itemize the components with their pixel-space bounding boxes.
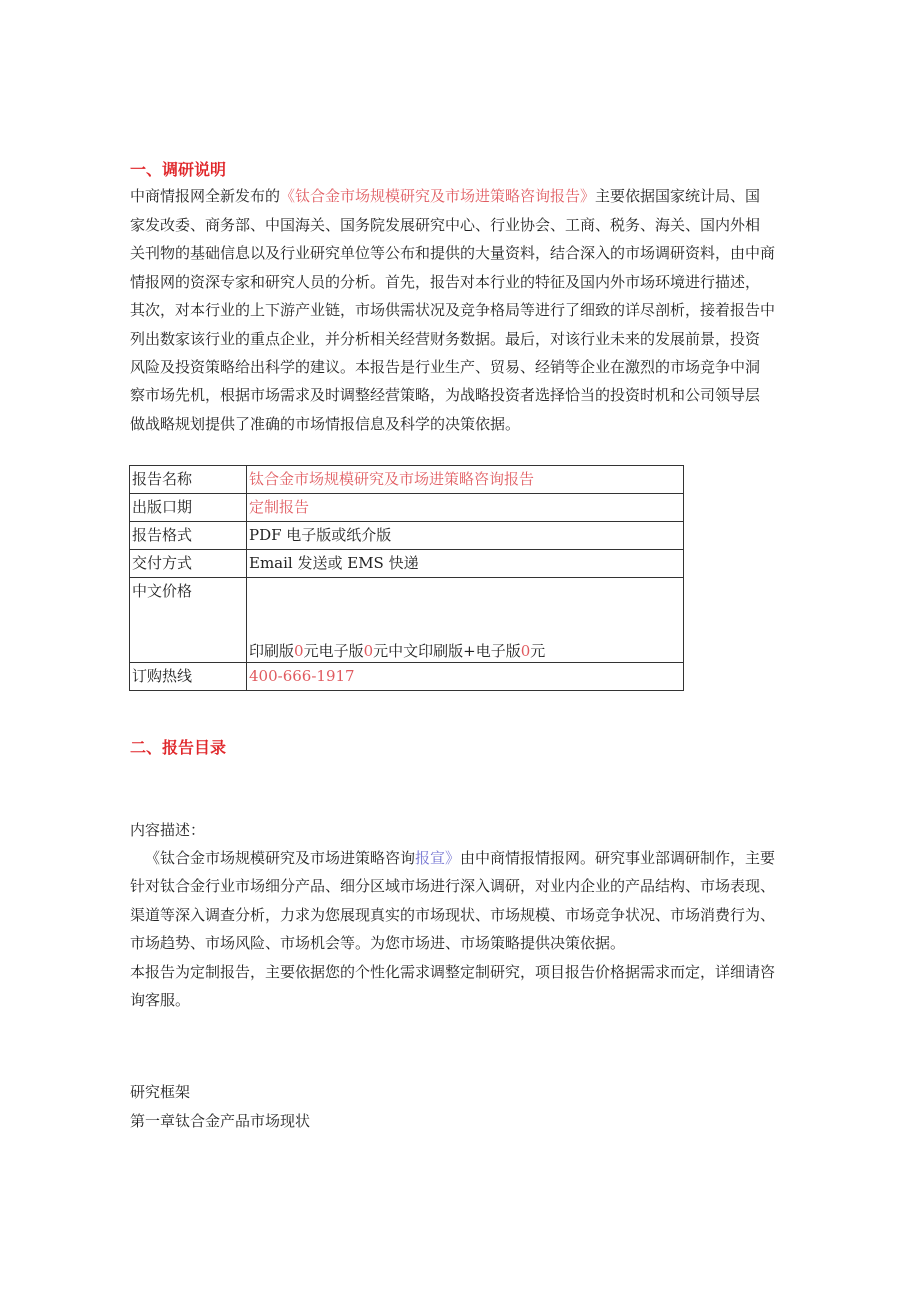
hotline-value[interactable]: 400-666-1917 [247,663,684,691]
section-heading-research: 一、调研说明 [130,160,227,179]
row-label: 中文价格 [130,578,247,663]
price-both: 0 [520,642,531,660]
text: 印刷版 [249,642,295,660]
text: 元电子版 [303,642,364,660]
text: 主要依据国家统计局、国 [595,187,761,205]
paragraph-line: 其次，对本行业的上下游产业链，市场供需状况及竞争格局等进行了细致的详尽剖析，接着报告中 [130,301,776,319]
paragraph-line: 关刊物的基础信息以及行业研究单位等公布和提供的大量资料，结合深入的市场调研资料，由中商 [130,244,776,262]
price-electronic: 0 [363,642,374,660]
row-label: 报告格式 [130,522,247,550]
delivery-value: Email 发送或 EMS 快递 [247,550,684,578]
paragraph-line: 市场趋势、市场风险、市场机会等。为您市场进、市场策略提供决策依据。 [130,934,626,952]
paragraph-line [130,186,760,206]
report-link[interactable]: 报宣》 [415,849,461,867]
table-row [130,663,684,691]
paragraph-line: 列出数家该行业的重点企业，并分析相关经营财务数据。最后，对该行业未来的发展前景，投资 [130,330,761,348]
framework-label: 研究框架 [130,1083,191,1101]
paragraph-line: 询客服。 [130,991,191,1009]
desc-label: 内容描述： [130,821,206,839]
paragraph-line: 风险及投资策略给出科学的建议。本报告是行业生产、贸易、经销等企业在激烈的市场竞争中洞 [130,358,761,376]
row-label: 交付方式 [130,550,247,578]
paragraph-line: 情报网的资深专家和研究人员的分析。首先，报告对本行业的特征及国内外市场环境进行描述， [130,273,761,291]
report-title-link[interactable]: 《钛合金市场规模研究及市场进策略咨询报告》 [280,187,596,205]
format-value: PDF 电子版或纸介版 [247,522,684,550]
table-row [130,466,684,494]
report-info-table [129,465,684,691]
table-row [130,550,684,578]
row-label: 出版口期 [130,494,247,522]
row-label: 报告名称 [130,466,247,494]
report-name-value: 钛合金市场规模研究及市场进策略咨询报告 [247,466,684,494]
paragraph-line: 家发改委、商务部、中国海关、国务院发展研究中心、行业协会、工商、税务、海关、国内外相 [130,216,761,234]
chapter-1-title: 第一章钛合金产品市场现状 [130,1112,311,1130]
text: 元 [530,642,546,660]
paragraph-line: 本报告为定制报告，主要依据您的个性化需求调整定制研究，项目报告价格据需求而定，详细请咨 [130,963,776,981]
section-heading-contents: 二、报告目录 [130,738,227,757]
paragraph-line: 察市场先机，根据市场需求及时调整经营策略，为战略投资者选择恰当的投资时机和公司领导层 [130,386,761,404]
paragraph-line: 针对钛合金行业市场细分产品、细分区域市场进行深入调研，对业内企业的产品结构、市场表现、 [130,877,776,895]
table-row [130,522,684,550]
text: 由中商情报情报网。研究事业部调研制作，主要 [460,849,776,867]
price-value [247,578,684,663]
row-label: 订购热线 [130,663,247,691]
text: 元中文印刷版+电子版 [373,642,521,660]
publish-date-value: 定制报告 [247,494,684,522]
price-print: 0 [294,642,304,660]
table-row [130,578,684,663]
paragraph-line [145,848,775,868]
text: 中商情报网全新发布的 [130,187,281,205]
paragraph-line: 做战略规划提供了准确的市场情报信息及科学的决策依据。 [130,415,521,433]
text: 《钛合金市场规模研究及市场进策略咨询 [145,849,416,867]
paragraph-line: 渠道等深入调查分析，力求为您展现真实的市场现状、市场规模、市场竞争状况、市场消费行为、 [130,906,776,924]
table-row [130,494,684,522]
